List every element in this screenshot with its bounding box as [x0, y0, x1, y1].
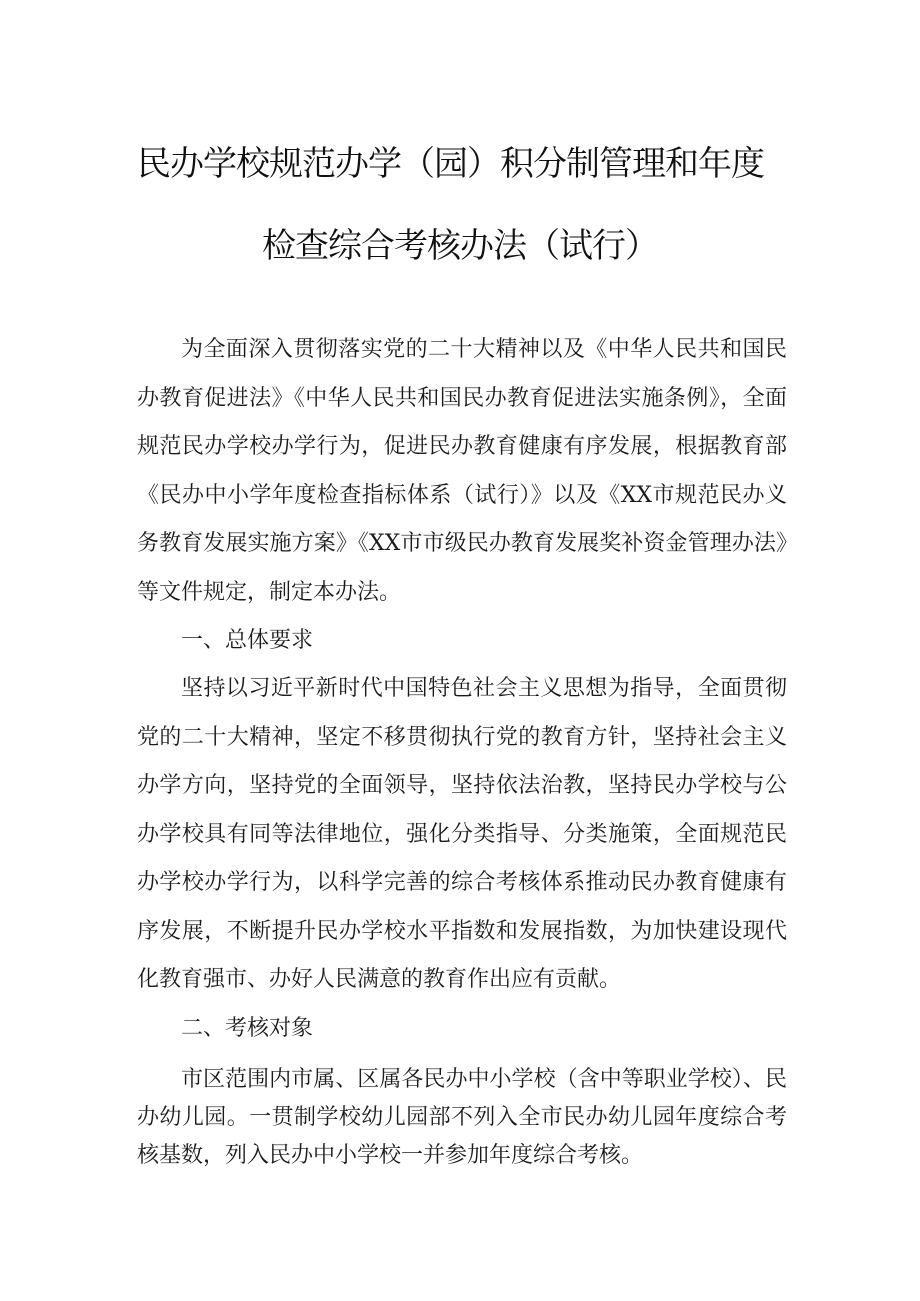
intro-paragraph: 为全面深入贯彻落实党的二十大精神以及《中华人民共和国民办教育促进法》《中华人民共和国民办教育促进法实施条例》，全面规范民办学校办学行为，促进民办教育健康有序发展，根据教育部《民办中小学年度检查指标体系（试行）》以及《XX市规范民办义务教育发展实施方案》《XX市市级民办教育发展奖补资金管理办法》等文件规定，制定本办法。 — [137, 337, 787, 605]
assessment-targets-paragraph: 市区范围内市属、区属各民办中小学校（含中等职业学校）、民办幼儿园。一贯制学校幼儿园部不列入全市民办幼儿园年度综合考核基数，列入民办中小学校一并参加年度综合考核。 — [137, 1067, 787, 1168]
document-title-line-1: 民办学校规范办学（园）积分制管理和年度 — [137, 144, 764, 184]
general-requirements-paragraph: 坚持以习近平新时代中国特色社会主义思想为指导，全面贯彻党的二十大精神，坚定不移贯彻执行党的教育方针，坚持社会主义办学方向，坚持党的全面领导，坚持依法治教，坚持民办学校与公办学校具有同等法律地位，强化分类指导、分类施策，全面规范民办学校办学行为，以科学完善的综合考核体系推动民办教育健康有序发展，不断提升民办学校水平指数和发展指数，为加快建设现代化教育强市、办好人民满意的教育作出应有贡献。 — [137, 676, 787, 992]
document-title-line-2: 检查综合考核办法（试行） — [262, 226, 658, 266]
section-heading-general-requirements: 一、总体要求 — [181, 628, 314, 653]
section-heading-assessment-targets: 二、考核对象 — [181, 1016, 314, 1041]
